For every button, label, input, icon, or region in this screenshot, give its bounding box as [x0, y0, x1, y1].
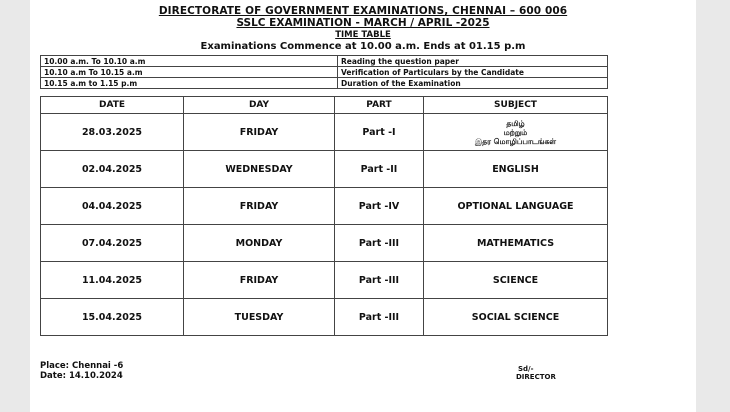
left-margin: [0, 0, 30, 412]
subject-line: MATHEMATICS: [476, 237, 555, 249]
schedule-table: [40, 55, 608, 89]
cell-subject: [424, 262, 608, 299]
cell-part: Part -I: [335, 114, 424, 151]
subject-line: SOCIAL SCIENCE: [471, 311, 560, 323]
table-row: [41, 225, 608, 262]
cell-day: MONDAY: [184, 225, 335, 262]
footer-place: Place: Chennai -6: [40, 361, 124, 371]
cell-part: Part -III: [335, 262, 424, 299]
cell-date: 15.04.2025: [41, 299, 184, 336]
cell-date: 04.04.2025: [41, 188, 184, 225]
exam-timetable: [40, 96, 608, 336]
column-header-date: DATE: [41, 97, 184, 114]
header-exam: SSLC EXAMINATION - MARCH / APRIL -2025: [236, 17, 490, 29]
column-header-part: PART: [335, 97, 424, 114]
subject-line: OPTIONAL LANGUAGE: [457, 200, 574, 212]
cell-date: 28.03.2025: [41, 114, 184, 151]
table-row: [41, 262, 608, 299]
cell-subject: [424, 114, 608, 151]
schedule-time: 10.10 a.m To 10.15 a.m: [41, 67, 338, 78]
cell-part: Part -III: [335, 225, 424, 262]
schedule-row: [41, 56, 608, 67]
signatory-designation: DIRECTOR: [516, 373, 556, 381]
subject-line: மற்றும்: [503, 127, 528, 137]
header-timing: Examinations Commence at 10.00 a.m. Ends at 01.15 p.m: [200, 41, 526, 52]
cell-day: WEDNESDAY: [184, 151, 335, 188]
header-directorate: DIRECTORATE OF GOVERNMENT EXAMINATIONS, CHENNAI – 600 006: [158, 5, 568, 17]
cell-part: Part -IV: [335, 188, 424, 225]
subject-line: ENGLISH: [492, 163, 539, 175]
cell-date: 02.04.2025: [41, 151, 184, 188]
right-margin: [696, 0, 730, 412]
cell-day: FRIDAY: [184, 188, 335, 225]
schedule-time: 10.15 a.m to 1.15 p.m: [41, 78, 338, 89]
cell-subject: [424, 299, 608, 336]
cell-subject: [424, 225, 608, 262]
subject-line: SCIENCE: [492, 274, 539, 286]
schedule-row: [41, 78, 608, 89]
table-row: [41, 299, 608, 336]
cell-subject: [424, 188, 608, 225]
cell-subject: [424, 151, 608, 188]
header-time-table: TIME TABLE: [335, 30, 391, 40]
subject-line: இதர மொழிப்பாடங்கள்: [474, 136, 557, 146]
schedule-row: [41, 67, 608, 78]
column-header-day: DAY: [184, 97, 335, 114]
table-row: [41, 114, 608, 151]
schedule-activity: Duration of the Examination: [338, 78, 608, 89]
table-header-row: [41, 97, 608, 114]
cell-date: 07.04.2025: [41, 225, 184, 262]
schedule-time: 10.00 a.m. To 10.10 a.m: [41, 56, 338, 67]
cell-part: Part -II: [335, 151, 424, 188]
cell-date: 11.04.2025: [41, 262, 184, 299]
cell-day: FRIDAY: [184, 114, 335, 151]
footer-date: Date: 14.10.2024: [40, 371, 123, 381]
cell-part: Part -III: [335, 299, 424, 336]
table-row: [41, 151, 608, 188]
table-row: [41, 188, 608, 225]
document-page: [30, 0, 696, 412]
signature-mark: Sd/-: [518, 365, 534, 373]
subject-line: தமிழ்: [506, 118, 525, 128]
cell-day: TUESDAY: [184, 299, 335, 336]
cell-day: FRIDAY: [184, 262, 335, 299]
column-header-subject: SUBJECT: [424, 97, 608, 114]
schedule-activity: Reading the question paper: [338, 56, 608, 67]
schedule-activity: Verification of Particulars by the Candidate: [338, 67, 608, 78]
